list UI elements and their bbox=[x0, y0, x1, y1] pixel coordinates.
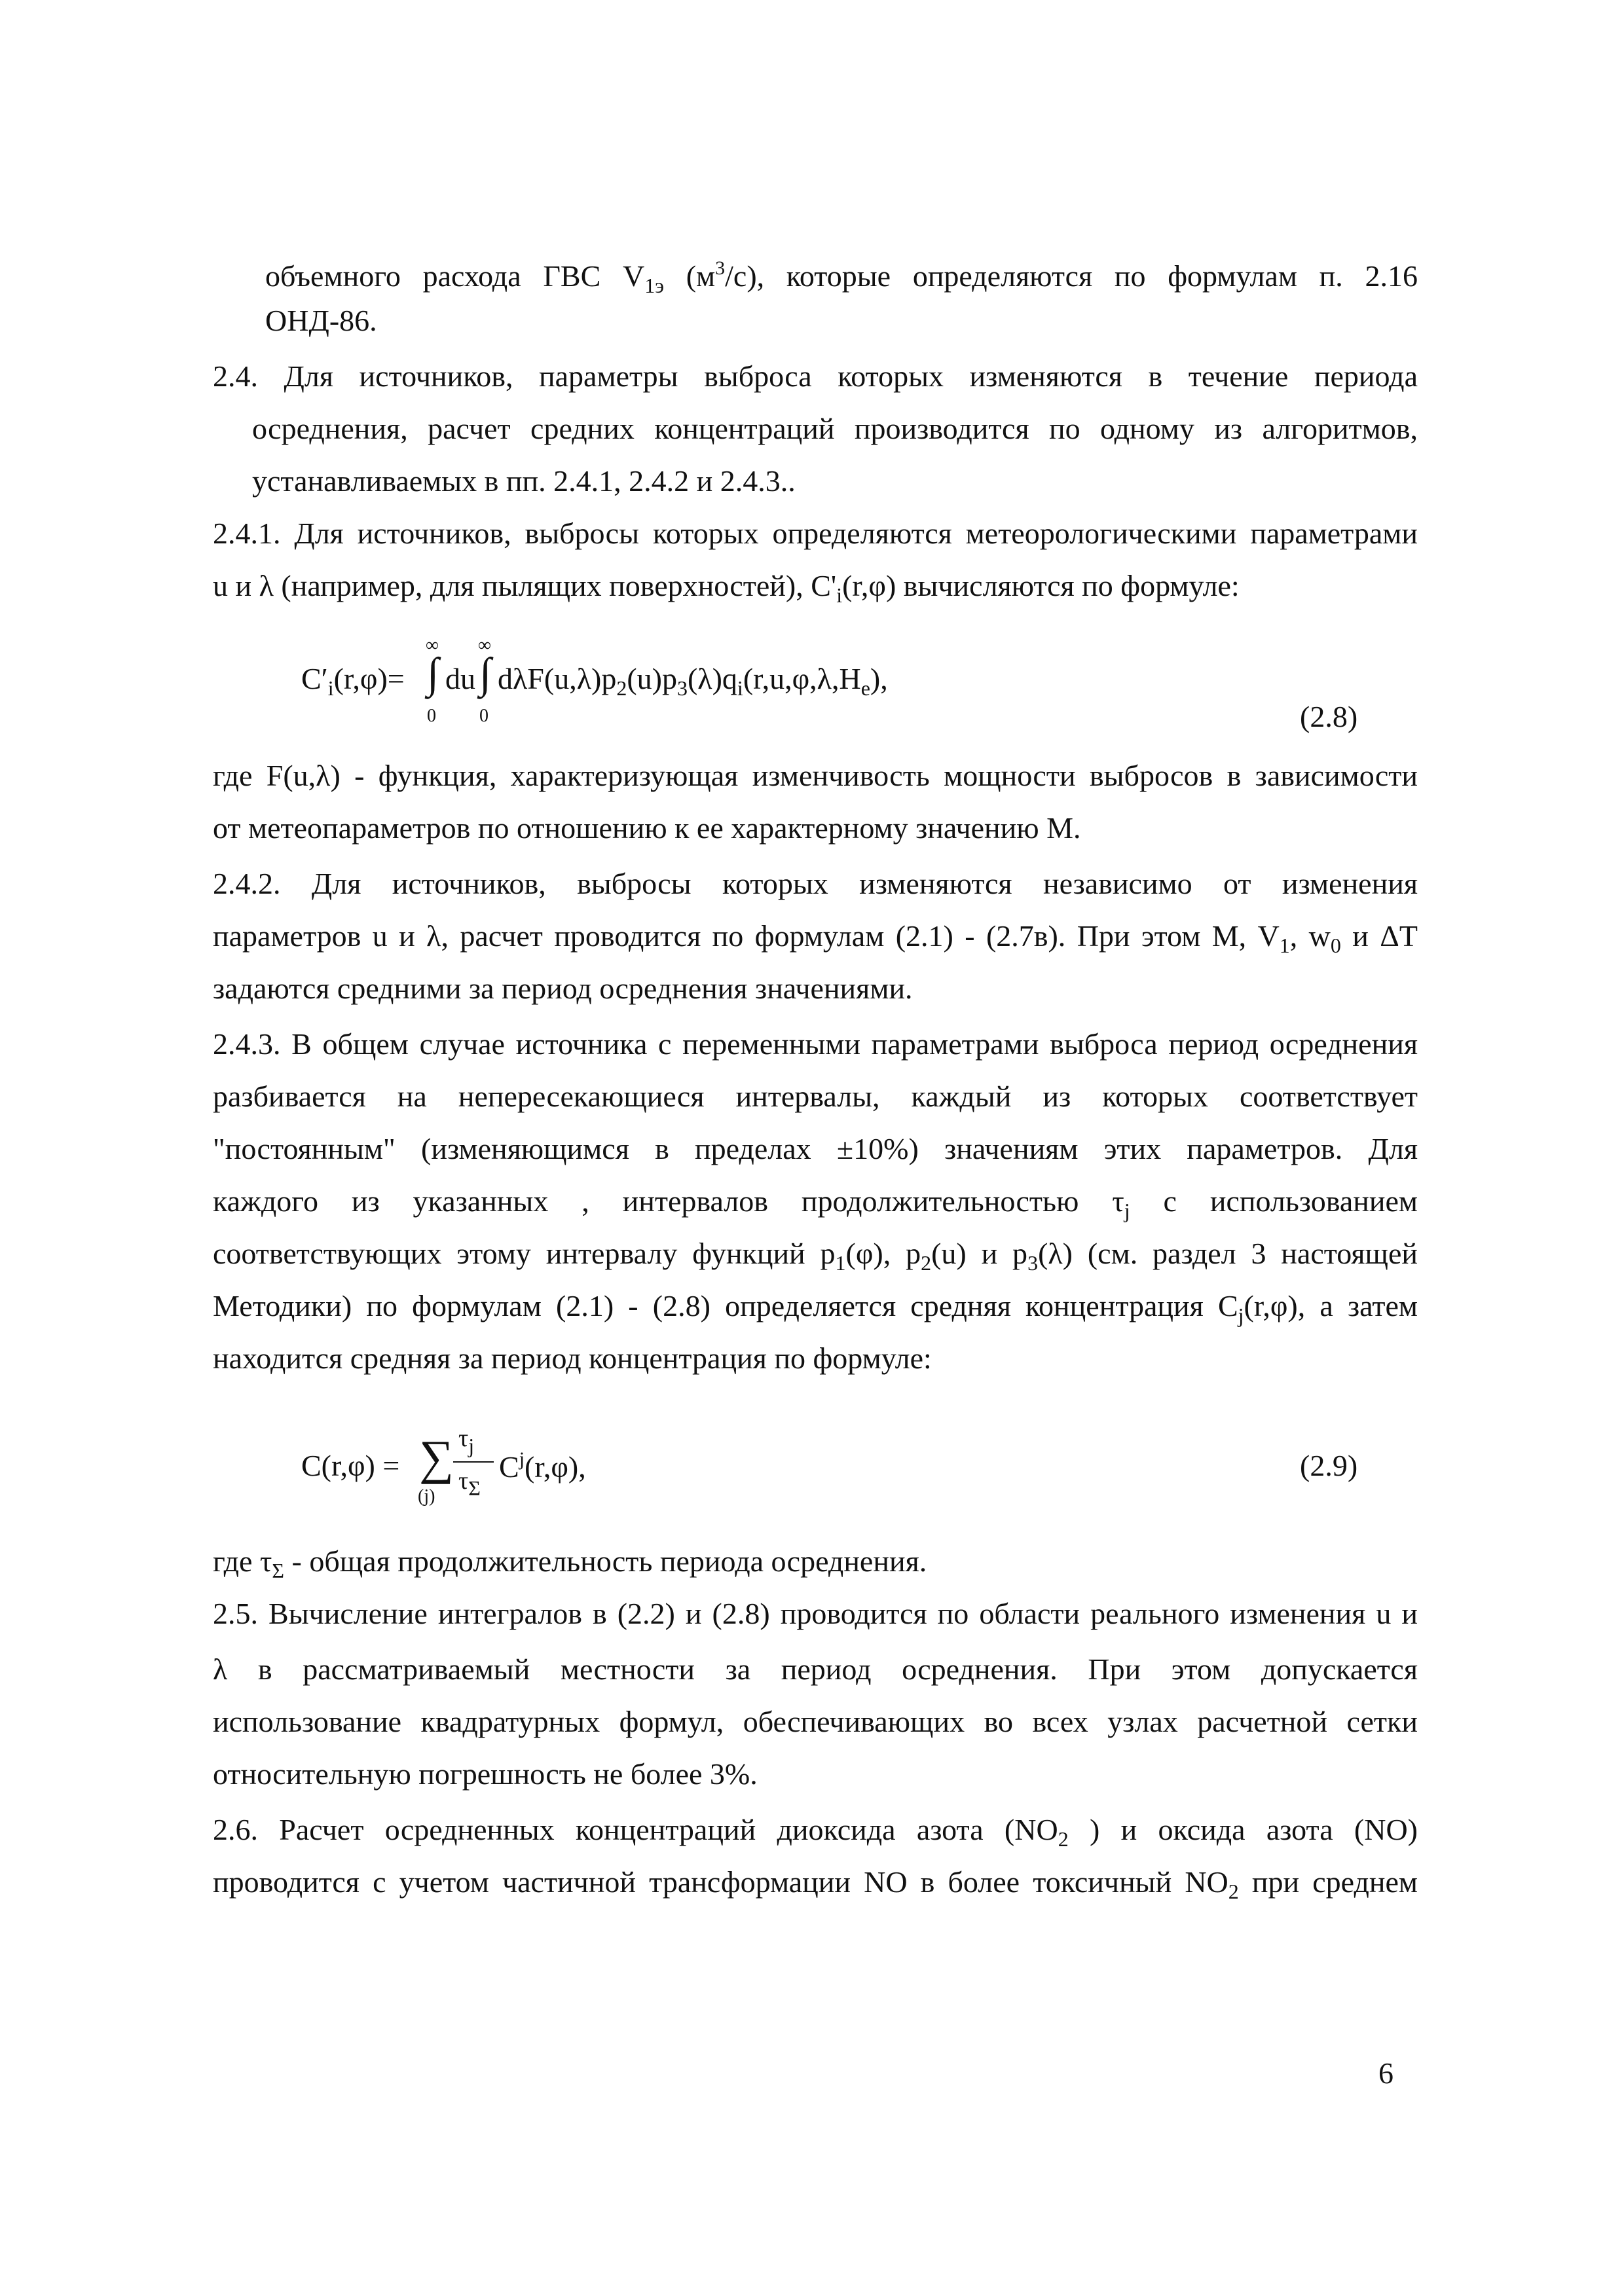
integral-1-upper-limit: ∞ bbox=[426, 635, 439, 655]
integral-2-lower-limit: 0 bbox=[479, 706, 489, 726]
section-2-4-3-line-6: Методики) по формулам (2.1) - (2.8) определяется средняя концентрация $C_j(r,\varphi)$, а затем bbox=[213, 1289, 1418, 1327]
intro-line-2: ОНД-86. bbox=[265, 304, 377, 337]
section-2-4-2-line-3: задаются средними за период осреднения значениями. bbox=[213, 972, 913, 1005]
section-2-5-line-2: λ в рассматриваемый местности за период осреднения. При этом допускается bbox=[213, 1652, 1418, 1686]
formula-2-8-du: du bbox=[445, 662, 475, 695]
section-2-5-line-4: относительную погрешность не более 3%. bbox=[213, 1757, 758, 1791]
section-2-5-line-3: использование квадратурных формул, обеспечивающих во всех узлах расчетной сетки bbox=[213, 1705, 1418, 1738]
section-2-4-3-line-4: каждого из указанных , интервалов продолжительностью $\tau_j$ с использованием bbox=[213, 1184, 1418, 1222]
summation-index: (j) bbox=[418, 1486, 435, 1506]
section-2-4-line-1: 2.4. Для источников, параметры выброса которых изменяются в течение периода bbox=[213, 359, 1418, 393]
section-2-4-line-3: устанавливаемых в пп. 2.4.1, 2.4.2 и 2.4.3.. bbox=[252, 464, 796, 498]
formula-2-8-lhs: $C'_i(r,\varphi)=$ bbox=[301, 662, 405, 700]
section-2-5-line-1: 2.5. Вычисление интегралов в (2.2) и (2.8) проводится по области реального изменения u и bbox=[213, 1597, 1418, 1630]
where-tau-line: где $\tau_\Sigma$ - общая продолжительность периода осреднения. bbox=[213, 1544, 927, 1582]
fraction-denominator: $\tau_\Sigma$ bbox=[458, 1467, 481, 1500]
integral-1-lower-limit: 0 bbox=[427, 706, 436, 726]
summation-sign: ∑ bbox=[419, 1431, 454, 1485]
integral-sign-1: ∫ bbox=[427, 649, 439, 697]
formula-2-8-integrand: $d\lambda F(u,\lambda)p_2(u)p_3(\lambda)q_i(r,u,\varphi,\lambda,H_e)$, bbox=[498, 662, 888, 700]
intro-line-1: объемного расхода ГВС $V_{1э}$ $(м^3/с)$, которые определяются по формулам п. 2.16 bbox=[265, 257, 1418, 297]
section-2-4-3-line-3: "постоянным" (изменяющимся в пределах ±10%) значениям этих параметров. Для bbox=[213, 1132, 1418, 1165]
integral-2-upper-limit: ∞ bbox=[478, 635, 491, 655]
integral-sign-2: ∫ bbox=[479, 649, 492, 697]
formula-2-9-rhs: $C^j(r,\varphi)$, bbox=[499, 1448, 586, 1484]
section-2-4-1-line-1: 2.4.1. Для источников, выбросы которых определяются метеорологическими параметрами bbox=[213, 517, 1418, 550]
section-2-4-3-line-1: 2.4.3. В общем случае источника с переменными параметрами выброса период осреднения bbox=[213, 1027, 1418, 1061]
section-2-4-3-line-5: соответствующих этому интервалу функций $p_1(\varphi)$, $p_2(u)$ и $p_3(\lambda)$ (см. раздел 3 настоящей bbox=[213, 1237, 1418, 1275]
page-number: 6 bbox=[1378, 2056, 1393, 2090]
equation-number-2-9: (2.9) bbox=[1300, 1449, 1358, 1482]
section-2-4-2-line-1: 2.4.2. Для источников, выбросы которых изменяются независимо от изменения bbox=[213, 867, 1418, 900]
section-2-4-line-2: осреднения, расчет средних концентраций производится по одному из алгоритмов, bbox=[252, 412, 1418, 445]
where-F-line-2: от метеопараметров по отношению к ее характерному значению М. bbox=[213, 811, 1081, 845]
where-F-line-1: где F(u,λ) - функция, характеризующая изменчивость мощности выбросов в зависимости bbox=[213, 759, 1418, 792]
section-2-4-3-line-7: находится средняя за период концентрация по формуле: bbox=[213, 1341, 932, 1375]
fraction-bar bbox=[453, 1461, 494, 1463]
formula-2-9-lhs: C(r,φ) = bbox=[301, 1449, 400, 1482]
equation-number-2-8: (2.8) bbox=[1300, 700, 1358, 733]
fraction-numerator: $\tau_j$ bbox=[458, 1425, 475, 1457]
section-2-4-2-line-2: параметров u и λ, расчет проводится по формулам (2.1) - (2.7в). При этом М, $V_1$, $w_0$ и ΔT bbox=[213, 919, 1418, 957]
section-2-4-1-line-2: u и λ (например, для пылящих поверхностей), $C'_i(r,\varphi)$ вычисляются по формуле: bbox=[213, 569, 1240, 607]
section-2-4-3-line-2: разбивается на непересекающиеся интервалы, каждый из которых соответствует bbox=[213, 1080, 1418, 1113]
section-2-6-line-2: проводится с учетом частичной трансформации NO в более токсичный $NO_2$ при среднем bbox=[213, 1865, 1418, 1903]
section-2-6-line-1: 2.6. Расчет осредненных концентраций диоксида азота ($NO_2$ ) и оксида азота (NO) bbox=[213, 1813, 1418, 1851]
